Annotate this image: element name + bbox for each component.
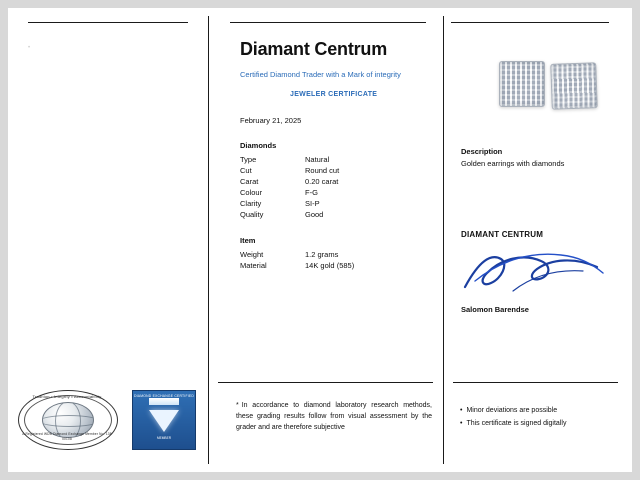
row-key: Colour xyxy=(240,188,263,197)
table-row xyxy=(240,209,438,220)
diamond-icon xyxy=(149,410,179,432)
row-value: F-G xyxy=(305,188,318,197)
table-row xyxy=(240,154,438,165)
globe-top-text: Tradition • Integrity • Accountability xyxy=(32,394,102,399)
row-key: Carat xyxy=(240,177,259,186)
top-rule-left xyxy=(28,22,188,23)
row-key: Weight xyxy=(240,250,264,259)
row-value: 14K gold (585) xyxy=(305,261,355,270)
diamonds-heading: Diamonds xyxy=(240,141,277,150)
faint-marking: • xyxy=(28,45,31,51)
table-row xyxy=(240,260,438,271)
row-key: Clarity xyxy=(240,199,262,208)
subtitle: Certified Diamond Trader with a Mark of integrity xyxy=(240,70,401,79)
stamp-bottom-text: MEMBER xyxy=(157,436,171,440)
issue-date: February 21, 2025 xyxy=(240,116,302,125)
item-heading: Item xyxy=(240,236,256,245)
bullet-icon: • xyxy=(460,420,463,427)
table-row xyxy=(240,176,438,187)
divider-footnote-right xyxy=(453,382,618,383)
list-item xyxy=(460,417,566,430)
row-value: Round cut xyxy=(305,166,340,175)
row-key: Quality xyxy=(240,210,264,219)
earring-right-image xyxy=(550,62,598,110)
signer-name: Salomon Barendse xyxy=(461,305,529,314)
company-name: DIAMANT CENTRUM xyxy=(461,230,544,239)
certificate-page xyxy=(8,8,632,472)
description-title: Description xyxy=(461,147,503,156)
stamp-top-text: DIAMOND EXCHANGE CERTIFIED xyxy=(134,394,194,398)
certificate-label: JEWELER CERTIFICATE xyxy=(290,91,378,98)
footnote xyxy=(236,400,432,433)
left-column xyxy=(28,22,196,51)
row-value: 0.20 carat xyxy=(305,177,339,186)
diamond-stamp-logo xyxy=(132,390,196,450)
divider-right xyxy=(443,16,444,464)
row-key: Material xyxy=(240,261,267,270)
footnote-text: In accordance to diamond laboratory research methods, these grading results follow from visual assessment by the grader and are therefore subjective xyxy=(236,402,432,431)
item-section xyxy=(240,236,438,271)
list-item xyxy=(460,404,566,417)
diamonds-section xyxy=(240,141,438,220)
table-row xyxy=(240,187,438,198)
row-key: Cut xyxy=(240,166,252,175)
row-value: Natural xyxy=(305,155,330,164)
footnote-marker: * xyxy=(236,402,239,409)
row-value: Good xyxy=(305,210,324,219)
table-row xyxy=(240,198,438,209)
list-item-label: This certificate is signed digitally xyxy=(466,420,567,427)
page-title: Diamant Centrum xyxy=(240,39,388,59)
row-value: 1.2 grams xyxy=(305,250,339,259)
globe-logo xyxy=(18,390,116,448)
diamond-icon-top xyxy=(149,398,179,405)
signature-svg xyxy=(457,243,621,305)
signature-image xyxy=(457,243,621,305)
table-row xyxy=(240,249,438,260)
right-bullet-list xyxy=(460,404,566,430)
main-column xyxy=(230,22,438,271)
right-column xyxy=(451,22,621,314)
list-item-label: Minor deviations are possible xyxy=(466,407,558,414)
divider-left xyxy=(208,16,209,464)
divider-footnote-middle xyxy=(218,382,433,383)
description-text: Golden earrings with diamonds xyxy=(461,159,565,168)
top-rule-right xyxy=(451,22,609,23)
earring-left-image xyxy=(499,61,545,107)
row-key: Type xyxy=(240,155,257,164)
row-value: SI-P xyxy=(305,199,320,208)
bullet-icon: • xyxy=(460,407,463,414)
globe-bottom-text: A Registered WDB Diamond Exchange Member No. 138 00108 xyxy=(22,432,112,441)
table-row xyxy=(240,165,438,176)
product-photo xyxy=(451,41,621,141)
top-rule-main xyxy=(230,22,426,23)
